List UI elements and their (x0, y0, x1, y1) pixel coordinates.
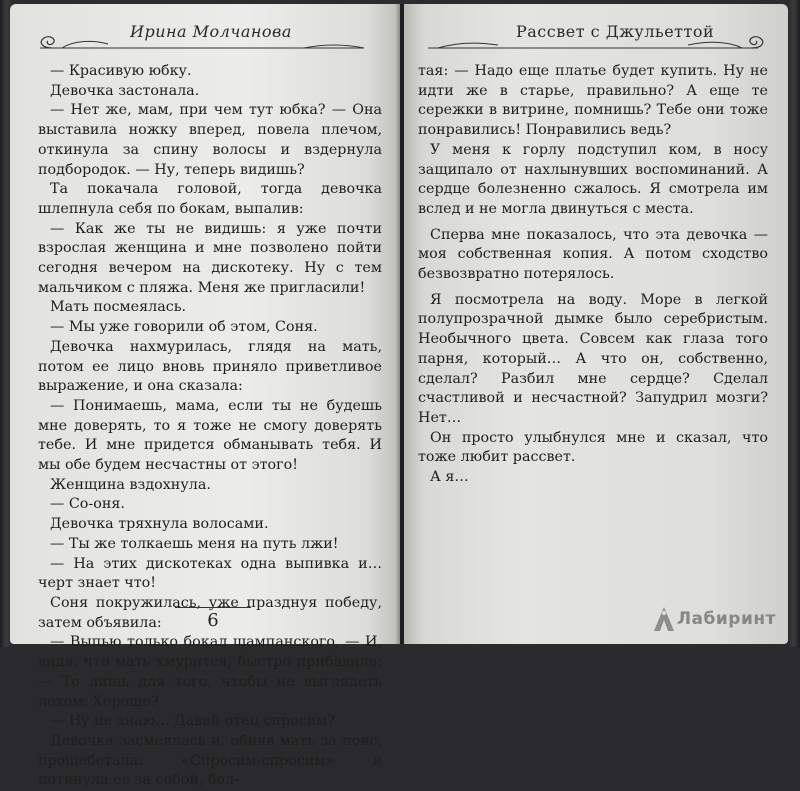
paragraph: Сперва мне показалось, что эта девочка — моя собственная копия. А потом сходство безвозвратно потерялось. (418, 226, 768, 283)
paragraph: У меня к горлу подступил ком, в носу защипало от нахлынувших воспоминаний. А сердце болезненно сжалось. Я смотрела им вслед и не могла двинуться с места. (418, 141, 768, 217)
left-page-text (38, 62, 382, 791)
paragraph: Соня покружилась, уже празднуя победу, затем объявила: (38, 594, 382, 631)
paragraph: Женщина вздохнула. (50, 476, 211, 493)
paragraph: — Красивую юбку. (50, 63, 192, 79)
right-page-text (418, 62, 768, 488)
running-title: Рассвет с Джульеттой (516, 22, 715, 41)
paragraph: — Ну не знаю… Давай отец спросим? (50, 713, 336, 730)
paragraph: — На этих дискотеках одна выпивка и… черт знает что! (38, 555, 382, 592)
page-number: 6 (175, 607, 251, 631)
watermark-text: Лабиринт (676, 609, 776, 629)
labirint-logo-icon (653, 606, 675, 632)
paragraph: Девочка нахмурилась, глядя на мать, потом ее лицо вновь приняло приветливое выражение, и она сказала: (38, 338, 382, 395)
running-title: Ирина Молчанова (130, 22, 292, 41)
paragraph: Девочка тряхнула волосами. (50, 516, 269, 533)
right-page-header (418, 14, 770, 62)
right-page (404, 4, 788, 644)
paragraph: — Мы уже говорили об этом, Соня. (50, 319, 318, 336)
paragraph: А я… (430, 469, 469, 486)
left-page-header (34, 14, 384, 62)
paragraph: Я посмотрела на воду. Море в легкой полупрозрачной дымке было серебристым. Необычного цвета. Совсем как глаза того парня, который… А что он, собственно, сделал? Разбил мне сердце? Сделал счастливой и несчастной? Запудрил мозги? Нет… (418, 291, 768, 426)
labirint-watermark (653, 606, 776, 632)
paragraph: — Понимаешь, мама, если ты не будешь мне доверять, то я тоже не смогу доверять тебе. И мне придется обманывать тебя. И мы обе будем несчастны от этого! (38, 397, 382, 474)
paragraph: — Как же ты не видишь: я уже почти взрослая женщина и мне позволено пойти сегодня вечером на дискотеку. Ну с тем мальчиком с пляжа. Меня же пригласили! (38, 220, 382, 296)
paragraph: Та покачала головой, тогда девочка шлепнула себя по бокам, выпалив: (38, 181, 382, 217)
paragraph: тая: — Надо еще платье будет купить. Ну не идти же в старье, правильно? А еще те сережки в витрине, помнишь? Тебе они тоже понравились! Понравились ведь? (418, 63, 768, 139)
paragraph: — Нет же, мам, при чем тут юбка? — Она выставила ножку вперед, повела плечом, откинула за спину волосы и вздернула подбородок. — Ну, теперь видишь? (38, 102, 382, 178)
left-page (10, 4, 400, 789)
paragraph: Мать посмеялась. (50, 299, 187, 316)
paragraph: — Выпью только бокал шампанского, — И, видя, что мать хмурится, быстро прибавила: — То лишь для того, чтобы не выглядеть лохом. Хорошо? (38, 634, 382, 710)
paragraph: Девочка застонала. (50, 82, 200, 99)
paragraph: Девочка засмеялась и, обняв мать за пояс, прощебетала: «Спросим-спросим» и потянула ее за собой, бол- (38, 732, 382, 789)
paragraph: Он просто улыбнулся мне и сказал, что тоже любит рассвет. (418, 429, 768, 466)
paragraph: — Со-оня. (50, 496, 125, 513)
paragraph: — Ты же толкаешь меня на путь лжи! (50, 535, 339, 552)
